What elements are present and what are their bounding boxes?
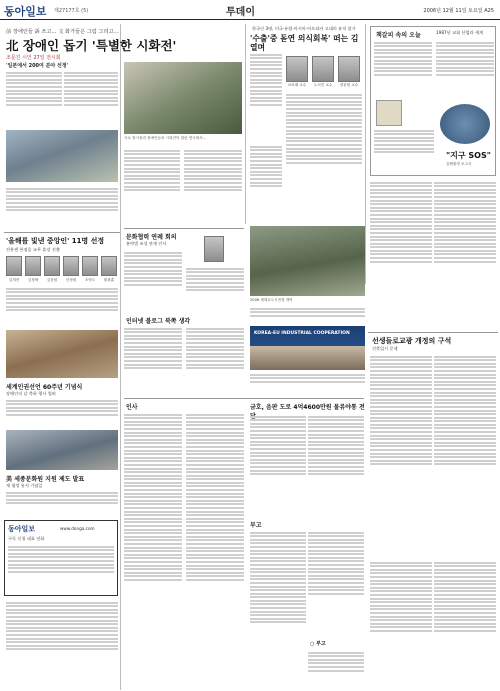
notice4-sub: 분야별 조성 관계 인사 (126, 241, 167, 246)
right-body-text (370, 560, 432, 688)
center-body-text (286, 92, 362, 222)
sos-illustration (376, 100, 402, 126)
center-body-text (250, 144, 282, 224)
notice4-title: 문화협력 연례 회의 (126, 234, 177, 241)
ad-tagline[interactable]: www.donga.com (60, 526, 95, 531)
news4-title: 금호, 음판 도로 4억4600만원 물류야통 전 (250, 404, 365, 411)
portrait-photo (286, 56, 308, 82)
lead-subkicker: '일본에서 200여 분야 선정' (6, 63, 69, 69)
notice2-title: 세계인권선언 60주년 기념식 (6, 384, 83, 391)
notice1-title: '올해를 빛낸 중앙인' 11명 선정 (6, 237, 105, 245)
portrait-name: 황광훈 (103, 278, 115, 282)
lead-kicker: 前 장애인들 訴 쓰고… 文 화가들은 그림 그리고… (6, 29, 119, 35)
column-body-text (186, 326, 244, 396)
column-title: 인터넷 블로그 북쪽 생각 (126, 318, 191, 325)
portrait-photo (338, 56, 360, 82)
forum-banner: KOREA-EU INDUSTRIAL COOPERATION (254, 331, 350, 336)
portrait-photo (44, 256, 60, 276)
portrait-name: 김재현 (8, 278, 20, 282)
ad-sub: 구독 신청 대표 전화 (8, 536, 45, 541)
portrait-photo (25, 256, 41, 276)
portrait-name: 김상원 (46, 278, 58, 282)
right-notice-title: 선생들로교광 개정의 구석 (372, 337, 452, 345)
notice3-sub: 재 협정 유지 기념일 (6, 483, 43, 488)
right-body-text (434, 180, 496, 330)
divider (4, 232, 120, 233)
news4-body-text (250, 414, 306, 514)
portrait-photo (101, 256, 117, 276)
people-list-text (186, 412, 244, 688)
obituary-text (308, 650, 364, 688)
date-folio: 2006년 12월 11일 토요일 A25 (423, 8, 494, 14)
artwork-photo (124, 62, 242, 134)
side-box-text (436, 40, 494, 100)
right-body-text (434, 560, 496, 688)
portrait-photo (82, 256, 98, 276)
portrait-photo (6, 256, 22, 276)
portrait-photo (63, 256, 79, 276)
side-box-title: 책갈피 속의 오늘 (376, 32, 421, 39)
portrait-name: 노서진 교수 (313, 83, 333, 87)
portrait-name: 신정원 (65, 278, 77, 282)
column-rule (120, 24, 121, 690)
lead-body-text (6, 70, 62, 125)
photo-caption-text (250, 372, 365, 390)
notice4-body-text (124, 250, 182, 310)
obituary-title: 부고 (250, 522, 262, 529)
lead-body-text (64, 70, 118, 125)
portrait-name: 심정택 (27, 278, 39, 282)
side-box-sub: 1987년 교회 산업과 세계 (436, 30, 484, 35)
lead-photo (6, 130, 118, 182)
obituary-text (308, 530, 364, 636)
lead-byline: 조문진 시인 27일 전시회 (6, 55, 61, 61)
divider (124, 398, 364, 399)
lead-body-text (124, 148, 180, 218)
sos-caption: 유엔환경 보고서 (446, 162, 472, 166)
center-headline: '수출'중 돋연 의식회복' 떠는 김 열며 (250, 34, 359, 52)
newspaper-logo: 동아일보 (4, 5, 47, 18)
issue-number: 제27177호 (5) (54, 8, 89, 14)
left-body-text (6, 600, 118, 688)
right-body-text (434, 354, 496, 554)
right-body-text (370, 354, 432, 554)
forum-people (250, 346, 365, 370)
lead-photo-caption: 사로 창시장과 장애인들의 시화전이 열린 연극에서… (124, 136, 207, 140)
column-body-text (124, 326, 182, 396)
notice3-body-text (6, 490, 118, 516)
notice2-sub: 장애인의 날 축하 행사 열려 (6, 391, 56, 396)
column-rule (245, 24, 246, 224)
event-photo-2 (6, 430, 118, 470)
notice1-body-text (6, 286, 118, 326)
portrait-name: 조명오 (84, 278, 96, 282)
right-body-text (370, 180, 432, 330)
side-box-text (374, 40, 432, 100)
globe-illustration (440, 104, 490, 144)
side-box-text (374, 128, 434, 174)
section-title: 투데이 (226, 7, 255, 18)
people-section-title: 인사 (126, 404, 138, 411)
obituary-subtitle: ○ 부고 (310, 641, 326, 647)
people-list-text (124, 412, 182, 688)
obituary-text (250, 530, 306, 688)
news4-body-text (308, 414, 364, 514)
divider (368, 332, 498, 333)
sos-label: "지구 SOS" (446, 151, 491, 160)
notice3-title: 美 세종문화원 지원 제도 발표 (6, 476, 85, 483)
lead-headline: 北 장애인 돕기 '특별한 시화전' (6, 38, 177, 53)
center-body-text (250, 52, 282, 142)
column-rule (365, 24, 366, 284)
center-kicker: 한국인 3명, 미국·유럽·아시아·아프리카 고대의 유적 참가 (252, 26, 356, 31)
notice4-body-text (186, 266, 244, 310)
photo-caption-text (250, 306, 365, 322)
portrait-name: 보라래 교수 (287, 83, 307, 87)
ad-body-text (8, 544, 114, 592)
portrait-photo (204, 236, 224, 262)
lead-body-text (6, 186, 118, 226)
event-photo-caption: 2006 세계로도시전정 개막 (250, 298, 293, 302)
notice1-sub: 진흥센 본점을 교무 휴장 선출 (6, 247, 60, 252)
portrait-photo (312, 56, 334, 82)
ceremony-photo (6, 330, 118, 378)
notice2-body-text (6, 398, 118, 426)
divider (124, 228, 244, 229)
portrait-name: 경윤원 교수 (339, 83, 359, 87)
lead-body-text (184, 148, 242, 218)
right-notice-sub: 건축입시 문제 (372, 346, 398, 351)
ad-brand: 동아일보 (8, 525, 36, 533)
event-photo (250, 226, 365, 296)
